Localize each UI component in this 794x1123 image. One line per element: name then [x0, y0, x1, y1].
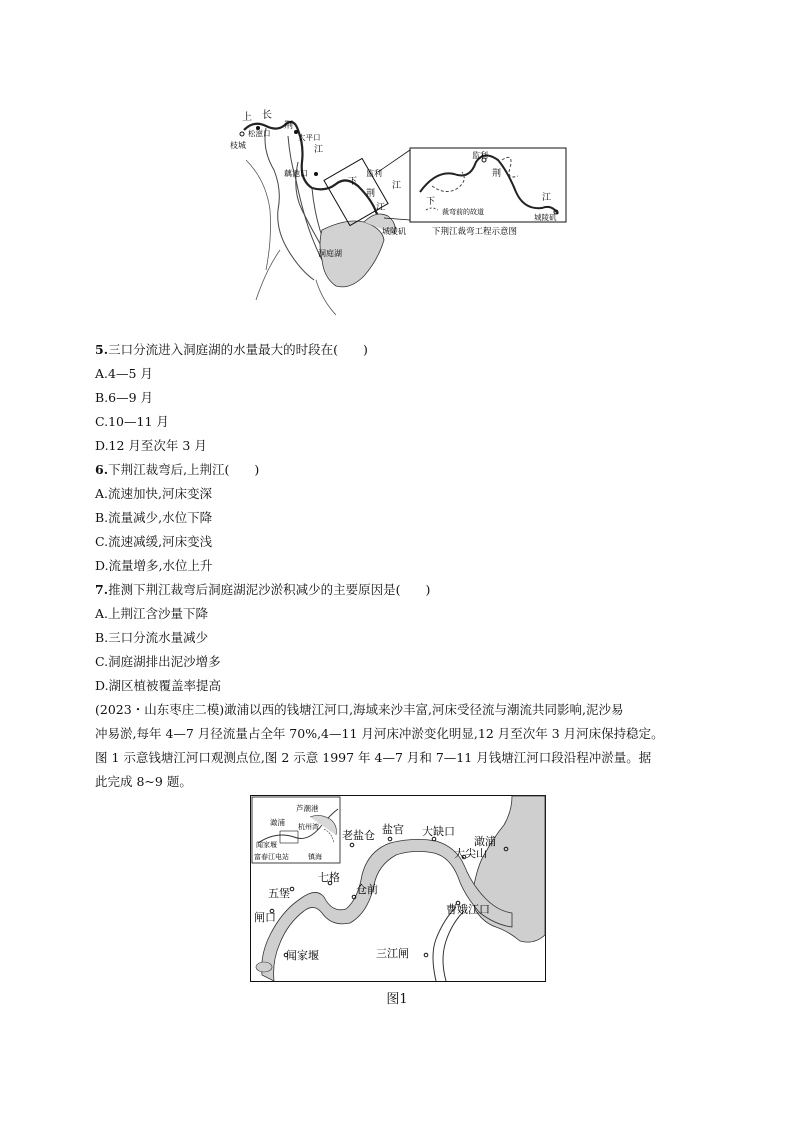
label-zhicheng: 枝城	[230, 141, 246, 150]
question-7-stem: 推测下荆江裁弯后洞庭湖泥沙淤积减少的主要原因是( )	[108, 582, 431, 597]
label-jiang-upper: 江	[314, 145, 324, 155]
inset-caption: 下荆江裁弯工程示意图	[432, 227, 518, 237]
question-7-option-d: D.湖区植被覆盖率提高	[95, 678, 222, 693]
question-7-option-b: B.三口分流水量减少	[95, 630, 209, 645]
label-jing-lower: 荆	[366, 189, 376, 199]
label-jiang-right: 江	[392, 181, 402, 191]
question-7-number: 7.	[95, 582, 109, 597]
question-5	[95, 340, 368, 358]
jingjiang-map-figure	[226, 100, 571, 320]
label-jing-upper: 荆	[284, 121, 294, 131]
label-jianli: 监利	[366, 169, 382, 178]
question-5-option-a: A.4—5 月	[95, 366, 153, 381]
label-ganpu: 澉浦	[474, 835, 496, 848]
inset-label-fuchunjiang: 富春江电站	[254, 853, 289, 861]
question-6-option-d: D.流量增多,水位上升	[95, 558, 213, 573]
label-sanjiangzha: 三江闸	[376, 947, 409, 960]
label-daquekou: 大缺口	[422, 825, 455, 838]
inset-label-ganpu: 澉浦	[270, 818, 285, 827]
question-6-option-a: A.流速加快,河床变深	[95, 486, 212, 501]
question-5-stem: 三口分流进入洞庭湖的水量最大的时段在( )	[108, 342, 368, 357]
inset-label-jianli: 监利	[472, 151, 488, 160]
label-oukou: 藕池口	[284, 169, 308, 178]
passage-line-4: 此完成 8~9 题。	[95, 774, 192, 789]
passage-line-2: 冲易淤,每年 4—7 月径流量占全年 70%,4—11 月河床冲淤变化明显,12 月至次年 3 月河床保持稳定。	[95, 726, 664, 741]
label-dajianshan: 大尖山	[454, 847, 487, 860]
question-7-option-a: A.上荆江含沙量下降	[95, 606, 209, 621]
label-wubao: 五堡	[268, 887, 290, 900]
question-6-number: 6.	[95, 462, 109, 477]
label-zhakou: 闸口	[254, 911, 276, 924]
label-chang: 长	[262, 110, 272, 121]
qiantang-estuary-svg	[250, 795, 546, 982]
inset-label-wenjiayan: 闻家堰	[256, 841, 277, 849]
question-7-option-c: C.洞庭湖排出泥沙增多	[95, 654, 221, 669]
label-dongtinghu: 洞庭湖	[318, 249, 342, 258]
label-taipingkou: 太平口	[298, 133, 321, 142]
figure-2-caption: 图1	[386, 992, 408, 1007]
jingjiang-map-svg	[226, 100, 571, 320]
question-7	[95, 580, 430, 598]
inset-label-hangzhouwan: 杭州湾	[298, 823, 319, 831]
question-6-stem: 下荆江裁弯后,上荆江( )	[108, 462, 260, 477]
inset-label-xia: 下	[426, 197, 436, 207]
cutoff-inset-box	[410, 148, 566, 222]
label-cangqian: 仓前	[356, 883, 378, 896]
question-5-option-d: D.12 月至次年 3 月	[95, 438, 207, 453]
question-6-option-c: C.流速减缓,河床变浅	[95, 534, 213, 549]
label-xia: 下	[348, 177, 358, 187]
label-jiang-lower: 江	[376, 203, 386, 213]
passage-line-3: 图 1 示意钱塘江河口观测点位,图 2 示意 1997 年 4—7 月和 7—11 月钱塘江河口段沿程冲淤量。据	[95, 750, 652, 765]
label-yanguan: 盐官	[382, 823, 404, 836]
label-shang: 上	[242, 112, 252, 123]
question-5-number: 5.	[95, 342, 109, 357]
question-6-option-b: B.流量减少,水位下降	[95, 510, 213, 525]
passage-line-1: (2023・山东枣庄二模)澉浦以西的钱塘江河口,海域来沙丰富,河床受径流与潮流共同影响,泥沙易	[95, 702, 624, 717]
inset-legend-old-channel: 裁弯前的故道	[442, 208, 484, 216]
inset-label-luchaogang: 芦潮港	[296, 804, 319, 813]
zhicheng-dot	[240, 132, 244, 136]
label-songzikou: 松滋口	[248, 129, 271, 138]
inset-label-zhenhai: 镇海	[308, 853, 322, 861]
label-wenjiayan: 闻家堰	[286, 949, 319, 962]
label-qige: 七格	[318, 871, 340, 884]
inset-label-chenglingji: 城陵矶	[534, 213, 557, 222]
label-caoejiangkou: 曹娥江口	[446, 903, 490, 916]
label-laoyancang: 老盐仓	[342, 829, 375, 842]
label-chenglingji: 城陵矶	[382, 227, 406, 236]
question-6	[95, 460, 259, 478]
inset-label-jing: 荆	[492, 169, 502, 179]
question-5-option-c: C.10—11 月	[95, 414, 169, 429]
inset-label-jiang: 江	[542, 193, 552, 203]
question-5-option-b: B.6—9 月	[95, 390, 154, 405]
qiantang-estuary-map	[250, 795, 546, 982]
